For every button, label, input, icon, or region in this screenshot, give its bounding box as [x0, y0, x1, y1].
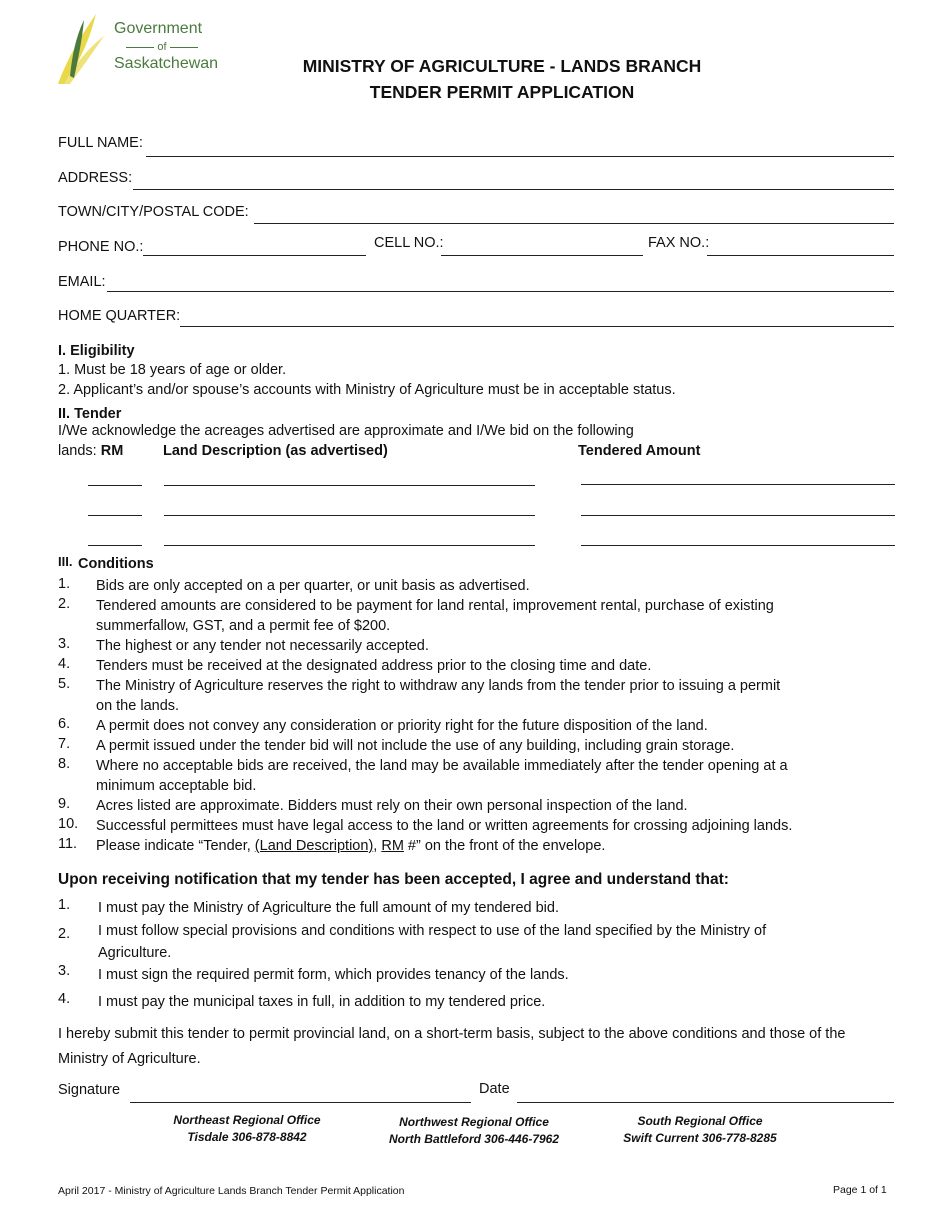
logo-of-text: of — [114, 41, 210, 53]
logo-government-text: Government — [114, 20, 203, 37]
condition-number: 10. — [58, 816, 79, 832]
eligibility-heading: I. Eligibility — [58, 343, 135, 359]
tendered-amount-field-3[interactable] — [581, 545, 895, 546]
condition-text: Acres listed are approximate. Bidders must rely on their own personal inspection of the land. — [96, 798, 688, 814]
office-name: Northwest Regional Office — [399, 1115, 549, 1129]
phone-label: PHONE NO.: — [58, 239, 144, 255]
town-label: TOWN/CITY/POSTAL CODE: — [58, 204, 249, 220]
phone-field[interactable] — [143, 255, 366, 256]
condition-text: Where no acceptable bids are received, the land may be available immediately after the tender opening at a minimum acceptable bid. — [96, 758, 788, 794]
email-field[interactable] — [107, 291, 894, 292]
rm-column-header: RM — [100, 443, 124, 459]
conditions-heading: Conditions — [78, 556, 154, 572]
page-subtitle: TENDER PERMIT APPLICATION — [369, 82, 635, 102]
tendered-amount-field-1[interactable] — [581, 484, 895, 485]
condition-number: 11. — [58, 836, 78, 852]
rm-field-3[interactable] — [88, 545, 142, 546]
home-quarter-field[interactable] — [180, 326, 894, 327]
cell-field[interactable] — [441, 255, 643, 256]
office-name: Northeast Regional Office — [173, 1113, 321, 1127]
agreement-number: 3. — [58, 963, 71, 979]
south-office — [590, 1113, 810, 1147]
condition-text: A permit does not convey any consideration or priority right for the future disposition of the land. — [96, 718, 708, 734]
land-description-field-3[interactable] — [164, 545, 535, 546]
agreement-heading: Upon receiving notification that my tender has been accepted, I agree and understand that: — [58, 871, 729, 888]
office-name: South Regional Office — [637, 1114, 763, 1128]
condition-number: 6. — [58, 716, 71, 732]
condition-text: The highest or any tender not necessarily accepted. — [96, 638, 429, 654]
land-description-column-header: Land Description (as advertised) — [163, 443, 388, 459]
tender-intro: I/We acknowledge the acreages advertised are approximate and I/We bid on the following — [58, 423, 634, 439]
address-label: ADDRESS: — [58, 170, 133, 186]
condition-number: 9. — [58, 796, 71, 812]
cell-label: CELL NO.: — [374, 235, 444, 251]
wheat-logo-icon — [56, 12, 106, 84]
home-quarter-label: HOME QUARTER: — [58, 308, 181, 324]
agreement-number: 2. — [58, 926, 71, 942]
tendered-amount-column-header: Tendered Amount — [578, 443, 701, 459]
condition-number: 1. — [58, 576, 71, 592]
footer-document-info: April 2017 - Ministry of Agriculture Lands Branch Tender Permit Application — [58, 1185, 405, 1197]
office-phone: North Battleford 306-446-7962 — [388, 1132, 560, 1146]
condition-text-envelope: Please indicate “Tender, (Land Description), RM #” on the front of the envelope. — [96, 838, 606, 854]
office-phone: Tisdale 306-878-8842 — [187, 1130, 307, 1144]
northwest-office — [364, 1114, 584, 1148]
full-name-label: FULL NAME: — [58, 135, 143, 151]
agreement-number: 4. — [58, 991, 71, 1007]
condition-text: Tenders must be received at the designated address prior to the closing time and date. — [96, 658, 652, 674]
condition-number: 7. — [58, 736, 71, 752]
condition-number: 3. — [58, 636, 71, 652]
eligibility-item: 2. Applicant’s and/or spouse’s accounts with Ministry of Agriculture must be in acceptable status. — [58, 382, 676, 398]
page-title: MINISTRY OF AGRICULTURE - LANDS BRANCH — [302, 56, 702, 76]
rm-field-2[interactable] — [88, 515, 142, 516]
agreement-text: I must follow special provisions and conditions with respect to use of the land specified by the Ministry of Agriculture. — [98, 923, 767, 961]
condition-number: 5. — [58, 676, 71, 692]
signature-field[interactable] — [130, 1102, 471, 1103]
page-number: Page 1 of 1 — [833, 1184, 887, 1196]
agreement-text: I must pay the municipal taxes in full, in addition to my tendered price. — [98, 994, 546, 1010]
eligibility-item: 1. Must be 18 years of age or older. — [58, 362, 287, 378]
tender-heading: II. Tender — [58, 406, 122, 422]
logo-saskatchewan-text: Saskatchewan — [114, 55, 219, 72]
town-field[interactable] — [254, 223, 894, 224]
northeast-office — [137, 1112, 357, 1146]
condition-text: Tendered amounts are considered to be payment for land rental, improvement rental, purchase of existing summerfallow, GST, and a permit fee of $200. — [96, 598, 774, 634]
full-name-field[interactable] — [146, 156, 894, 157]
government-logo — [56, 12, 226, 84]
condition-text: The Ministry of Agriculture reserves the right to withdraw any lands from the tender prior to issuing a permit on the lands. — [96, 678, 781, 714]
agreement-text: I must pay the Ministry of Agriculture the full amount of my tendered bid. — [98, 900, 559, 916]
agreement-number: 1. — [58, 897, 71, 913]
agreement-text: I must sign the required permit form, which provides tenancy of the lands. — [98, 967, 569, 983]
condition-number: 4. — [58, 656, 71, 672]
fax-label: FAX NO.: — [648, 235, 710, 251]
submit-statement: I hereby submit this tender to permit provincial land, on a short-term basis, subject to the above conditions and those of the Ministry of Agriculture. — [58, 1026, 846, 1067]
condition-text: Bids are only accepted on a per quarter, or unit basis as advertised. — [96, 578, 530, 594]
date-field[interactable] — [517, 1102, 894, 1103]
condition-text: A permit issued under the tender bid will not include the use of any building, including grain storage. — [96, 738, 735, 754]
date-label: Date — [479, 1081, 510, 1097]
address-field[interactable] — [133, 189, 894, 190]
rm-field-1[interactable] — [88, 485, 142, 486]
tendered-amount-field-2[interactable] — [581, 515, 895, 516]
condition-text: Successful permittees must have legal access to the land or written agreements for crossing adjoining lands. — [96, 818, 793, 834]
tender-lands-line: lands: RM — [58, 443, 124, 459]
condition-number: 8. — [58, 756, 71, 772]
land-description-field-1[interactable] — [164, 485, 535, 486]
condition-number: 2. — [58, 596, 71, 612]
fax-field[interactable] — [707, 255, 894, 256]
email-label: EMAIL: — [58, 274, 106, 290]
land-description-field-2[interactable] — [164, 515, 535, 516]
conditions-heading-number: III. — [58, 554, 73, 569]
signature-label: Signature — [58, 1082, 121, 1098]
office-phone: Swift Current 306-778-8285 — [623, 1131, 777, 1145]
